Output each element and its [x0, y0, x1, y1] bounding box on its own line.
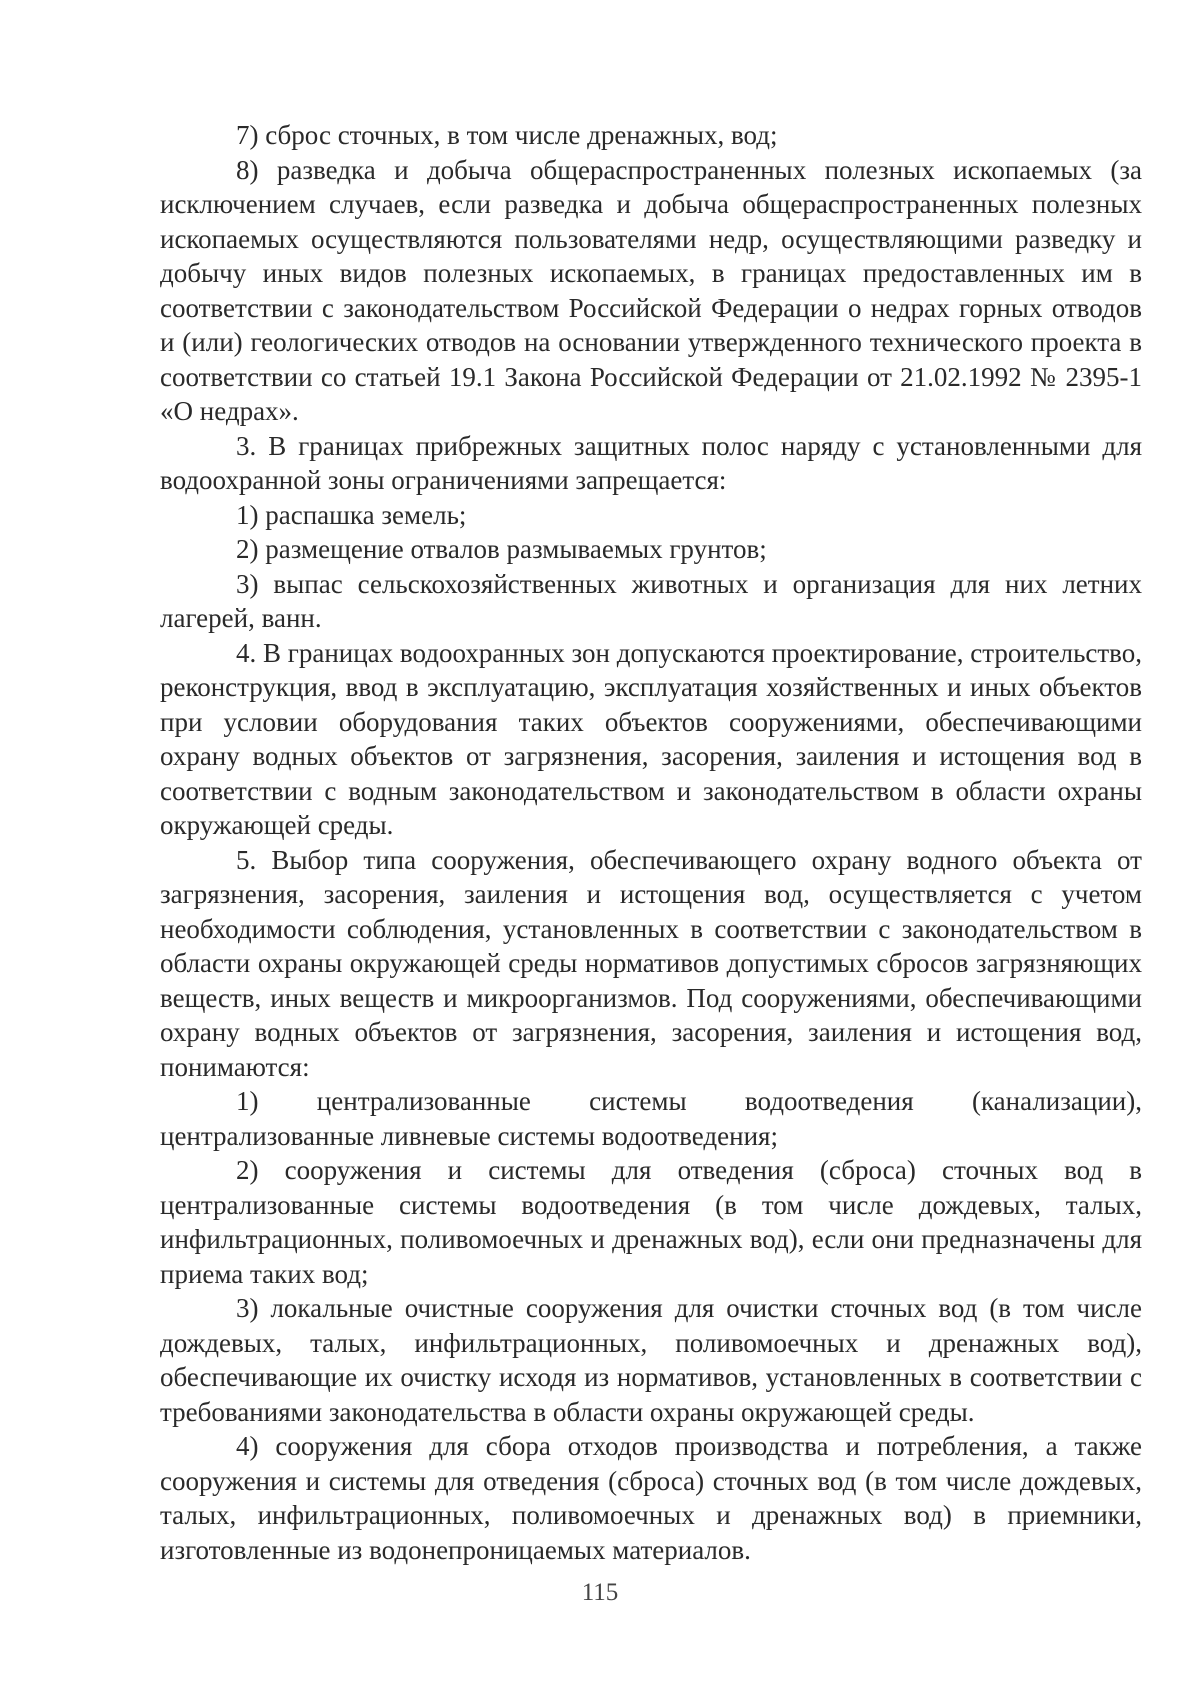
page-number: 115 [581, 1579, 619, 1606]
paragraph-section-5-item-3: 3) локальные очистные сооружения для очистки сточных вод (в том числе дождевых, талых, инфильтрационных, поливомоечных и дренажных вод), обеспечивающие их очистку исходя из нормативов, установленных в соответствии с требованиями законодательства в области охраны окружающей среды. [160, 1293, 1142, 1427]
paragraph-section-3-item-3: 3) выпас сельскохозяйственных животных и организация для них летних лагерей, ванн. [160, 568, 1142, 633]
paragraph-section-5-item-4: 4) сооружения для сбора отходов производства и потребления, а также сооружения и системы для отведения (сброса) сточных вод (в том числе дождевых, талых, инфильтрационных, поливомоечных и дренажных вод) в приемники, изготовленные из водонепроницаемых материалов. [160, 1431, 1142, 1565]
paragraph-section-4: 4. В границах водоохранных зон допускаются проектирование, строительство, реконструкция, ввод в эксплуатацию, эксплуатация хозяйственных и иных объектов при условии оборудования таких объектов сооружениями, обеспечивающими охрану водных объектов от загрязнения, засорения, заиления и истощения вод в соответствии с водным законодательством и законодательством в области охраны окружающей среды. [160, 637, 1142, 840]
paragraph-section-3: 3. В границах прибрежных защитных полос наряду с установленными для водоохранной зоны ограничениями запрещается: [160, 430, 1142, 495]
paragraph-item-8: 8) разведка и добыча общераспространенных полезных ископаемых (за исключением случаев, если разведка и добыча общераспространенных полезных ископаемых осуществляются пользователями недр, осуществляющими разведку и добычу иных видов полезных ископаемых, в границах предоставленных им в соответствии с законодательством Российской Федерации о недрах горных отводов и (или) геологических отводов на основании утвержденного технического проекта в соответствии со статьей 19.1 Закона Российской Федерации от 21.02.1992 № 2395-1 «О недрах». [160, 154, 1142, 426]
paragraph-section-5: 5. Выбор типа сооружения, обеспечивающего охрану водного объекта от загрязнения, засорения, заиления и истощения вод, осуществляется с учетом необходимости соблюдения, установленных в соответствии с законодательством в области охраны окружающей среды нормативов допустимых сбросов загрязняющих веществ, иных веществ и микроорганизмов. Под сооружениями, обеспечивающими охрану водных объектов от загрязнения, засорения, заиления и истощения вод, понимаются: [160, 844, 1142, 1082]
paragraph-section-3-item-1: 1) распашка земель; [236, 499, 467, 530]
paragraph-section-5-item-1: 1) централизованные системы водоотведения (канализации), централизованные ливневые системы водоотведения; [160, 1086, 1142, 1151]
body-text [160, 118, 1142, 1567]
paragraph-item-7: 7) сброс сточных, в том числе дренажных, вод; [236, 120, 778, 150]
paragraph-section-3-item-2: 2) размещение отвалов размываемых грунтов; [236, 534, 767, 564]
paragraph-section-5-item-2: 2) сооружения и системы для отведения (сброса) сточных вод в централизованные системы водоотведения (в том числе дождевых, талых, инфильтрационных, поливомоечных и дренажных вод), если они предназначены для приема таких вод; [160, 1155, 1142, 1289]
